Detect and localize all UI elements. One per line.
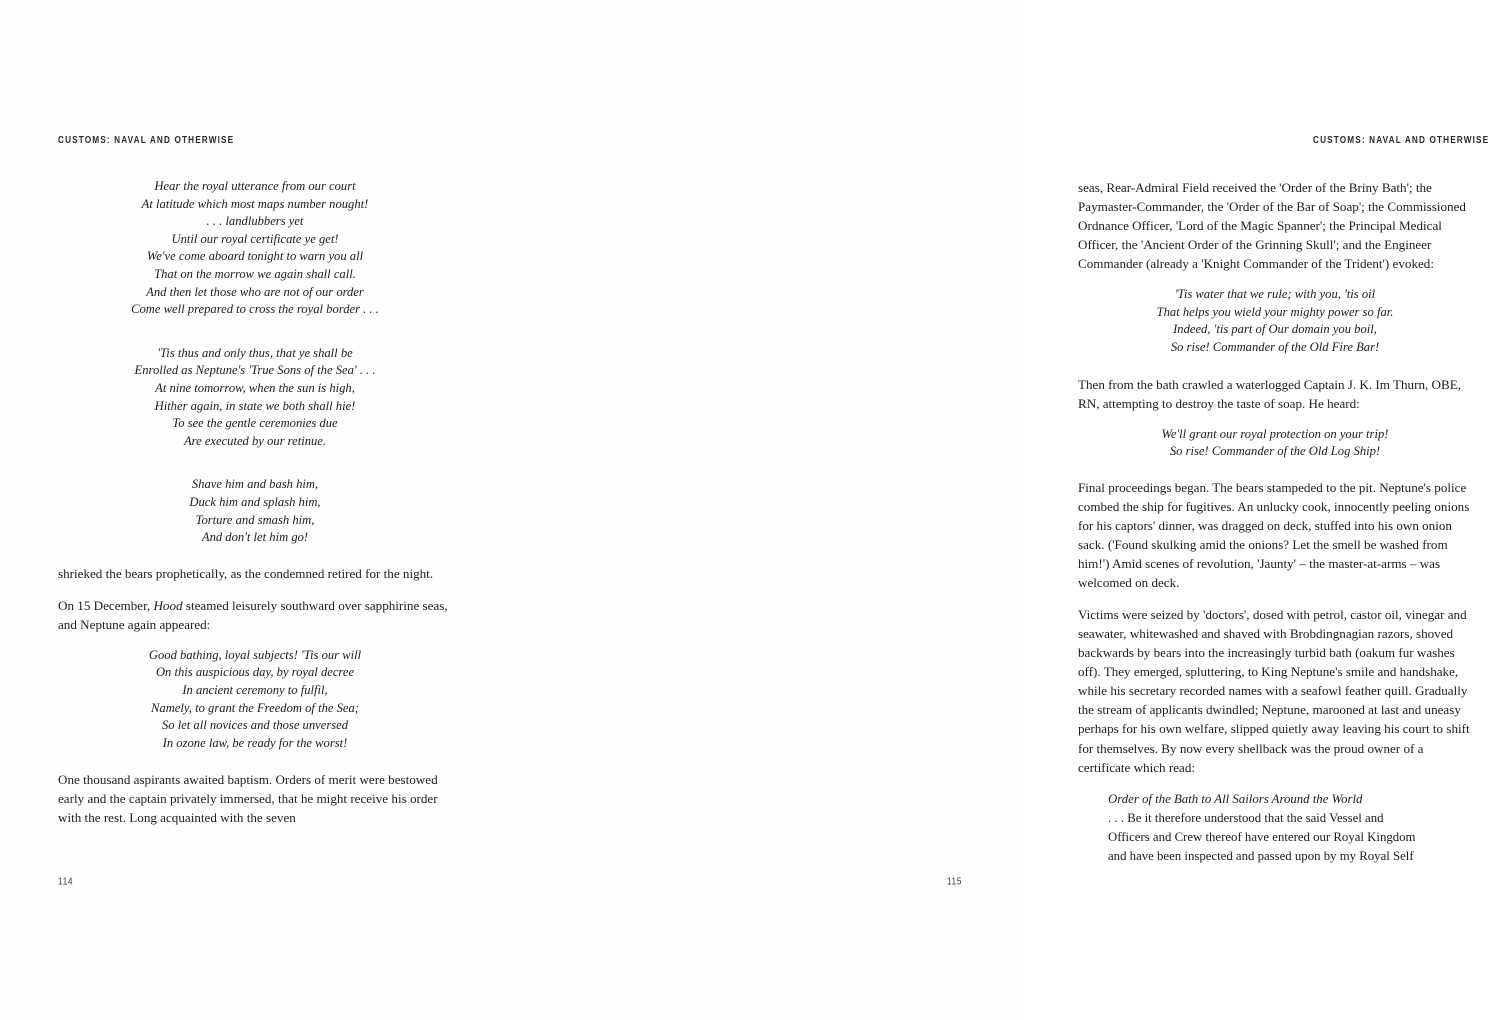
paragraph: Victims were seized by 'doctors', dosed with petrol, castor oil, vinegar and seawater, whitewashed and shaved with Brobdingnagian razors, shoved backwards by bears into the increasingly turbid bath (oakum fur washes off). They emerged, spluttering, to King Neptune's smile and handshake, while his secretary recorded names with a seafowl feather quill. Gradually the stream of applicants dwindled; Neptune, marooned at last and uneasy perhaps for his own welfare, slipped quietly away leaving his court to shift for themselves. By now every shellback was the proud owner of a certificate which read: xyxy=(1078,607,1470,775)
verse-line: . . . landlubbers yet xyxy=(206,214,304,229)
verse-block-1 xyxy=(58,178,452,319)
verse-block-2 xyxy=(58,345,452,451)
verse-line: To see the gentle ceremonies due xyxy=(172,416,338,431)
verse-line: And then let those who are not of our order xyxy=(146,284,364,299)
verse-line: In ozone law, be ready for the worst! xyxy=(162,735,348,750)
verse-line: We'll grant our royal protection on your trip! xyxy=(1161,426,1389,441)
paragraph: seas, Rear-Admiral Field received the 'Order of the Briny Bath'; the Paymaster-Commander, the 'Order of the Bar of Soap'; the Commissioned Ordnance Officer, 'Lord of the Magic Spanner'; the Principal Medical Officer, the 'Ancient Order of the Grinning Skull'; and the Engineer Commander (already a 'Knight Commander of the Trident') evoked: xyxy=(1078,180,1466,272)
paragraph: Final proceedings began. The bears stampeded to the pit. Neptune's police combed the ship for fugitives. An unlucky cook, innocently peeling onions for his captors' dinner, was dragged on deck, stuffed into his own onion sack. ('Found skulking amid the onions? Let the smell be washed from him!') Amid scenes of revolution, 'Jaunty' – the master-at-arms – was welcomed on deck. xyxy=(1078,479,1470,591)
verse-line: So rise! Commander of the Old Fire Bar! xyxy=(1170,340,1380,355)
verse-line: Come well prepared to cross the royal border . . . xyxy=(131,302,379,317)
certificate-quote xyxy=(1078,790,1472,866)
verse-line: We've come aboard tonight to warn you all xyxy=(146,249,364,264)
verse-line: Enrolled as Neptune's 'True Sons of the Sea' . . . xyxy=(134,363,376,378)
running-head-left: CUSTOMS: NAVAL AND OTHERWISE xyxy=(58,134,235,146)
verse-block-1 xyxy=(1078,286,1472,356)
paragraph-text: steamed leisurely southward over sapphirine seas, and Neptune again appeared: xyxy=(58,597,448,632)
verse-line: Hear the royal utterance from our court xyxy=(154,179,356,193)
running-head-right: CUSTOMS: NAVAL AND OTHERWISE xyxy=(1313,134,1489,146)
paragraph: One thousand aspirants awaited baptism. Orders of merit were bestowed early and the captain privately immersed, that he might receive his order with the rest. Long acquainted with the seven xyxy=(58,772,438,826)
verse-block-3 xyxy=(58,476,452,546)
column-right xyxy=(1078,178,1472,866)
ship-name-italic: Hood xyxy=(153,597,183,613)
certificate-line: Officers and Crew thereof have entered our Royal Kingdom xyxy=(1108,829,1416,844)
verse-line: Indeed, 'tis part of Our domain you boil, xyxy=(1173,322,1377,337)
verse-line: Duck him and splash him, xyxy=(189,494,321,509)
verse-line: So rise! Commander of the Old Log Ship! xyxy=(1169,444,1381,459)
verse-line: Hither again, in state we both shall hie! xyxy=(154,398,356,413)
verse-line: Shave him and bash him, xyxy=(191,477,319,492)
page-right xyxy=(510,0,1489,1020)
paragraph: Then from the bath crawled a waterlogged Captain J. K. Im Thurn, OBE, RN, attempting to destroy the taste of soap. He heard: xyxy=(1078,376,1462,411)
certificate-line: and have been inspected and passed upon by my Royal Self xyxy=(1108,848,1414,863)
verse-line: Torture and smash him, xyxy=(195,512,315,527)
column-left xyxy=(58,178,452,828)
certificate-line: . . . Be it therefore understood that the said Vessel and xyxy=(1108,810,1384,825)
paragraph-text: On 15 December, xyxy=(58,597,154,613)
verse-block-4 xyxy=(58,647,452,753)
verse-line: That on the morrow we again shall call. xyxy=(154,266,356,281)
page-left xyxy=(0,0,510,1020)
certificate-title: Order of the Bath to All Sailors Around the World xyxy=(1108,791,1363,806)
paragraph xyxy=(58,596,452,634)
verse-line: So let all novices and those unversed xyxy=(161,718,349,733)
verse-line: Are executed by our retinue. xyxy=(183,433,327,448)
paragraph: shrieked the bears prophetically, as the condemned retired for the night. xyxy=(58,565,434,581)
verse-line: 'Tis water that we rule; with you, 'tis oil xyxy=(1174,287,1376,302)
verse-line: Good bathing, loyal subjects! 'Tis our will xyxy=(148,647,362,662)
page-number-right: 115 xyxy=(946,875,962,887)
verse-line: At latitude which most maps number nought! xyxy=(141,196,369,211)
verse-line: In ancient ceremony to fulfil, xyxy=(182,683,328,698)
verse-line: That helps you wield your mighty power so far. xyxy=(1156,304,1394,319)
verse-block-2 xyxy=(1078,426,1472,461)
verse-line: At nine tomorrow, when the sun is high, xyxy=(155,380,355,395)
verse-line: Namely, to grant the Freedom of the Sea; xyxy=(151,700,359,715)
verse-line: 'Tis thus and only thus, that ye shall be xyxy=(157,345,353,360)
verse-line: Until our royal certificate ye get! xyxy=(171,231,339,246)
verse-line: On this auspicious day, by royal decree xyxy=(155,665,355,680)
verse-line: And don't let him go! xyxy=(201,530,309,545)
page-number-left: 114 xyxy=(58,875,74,887)
